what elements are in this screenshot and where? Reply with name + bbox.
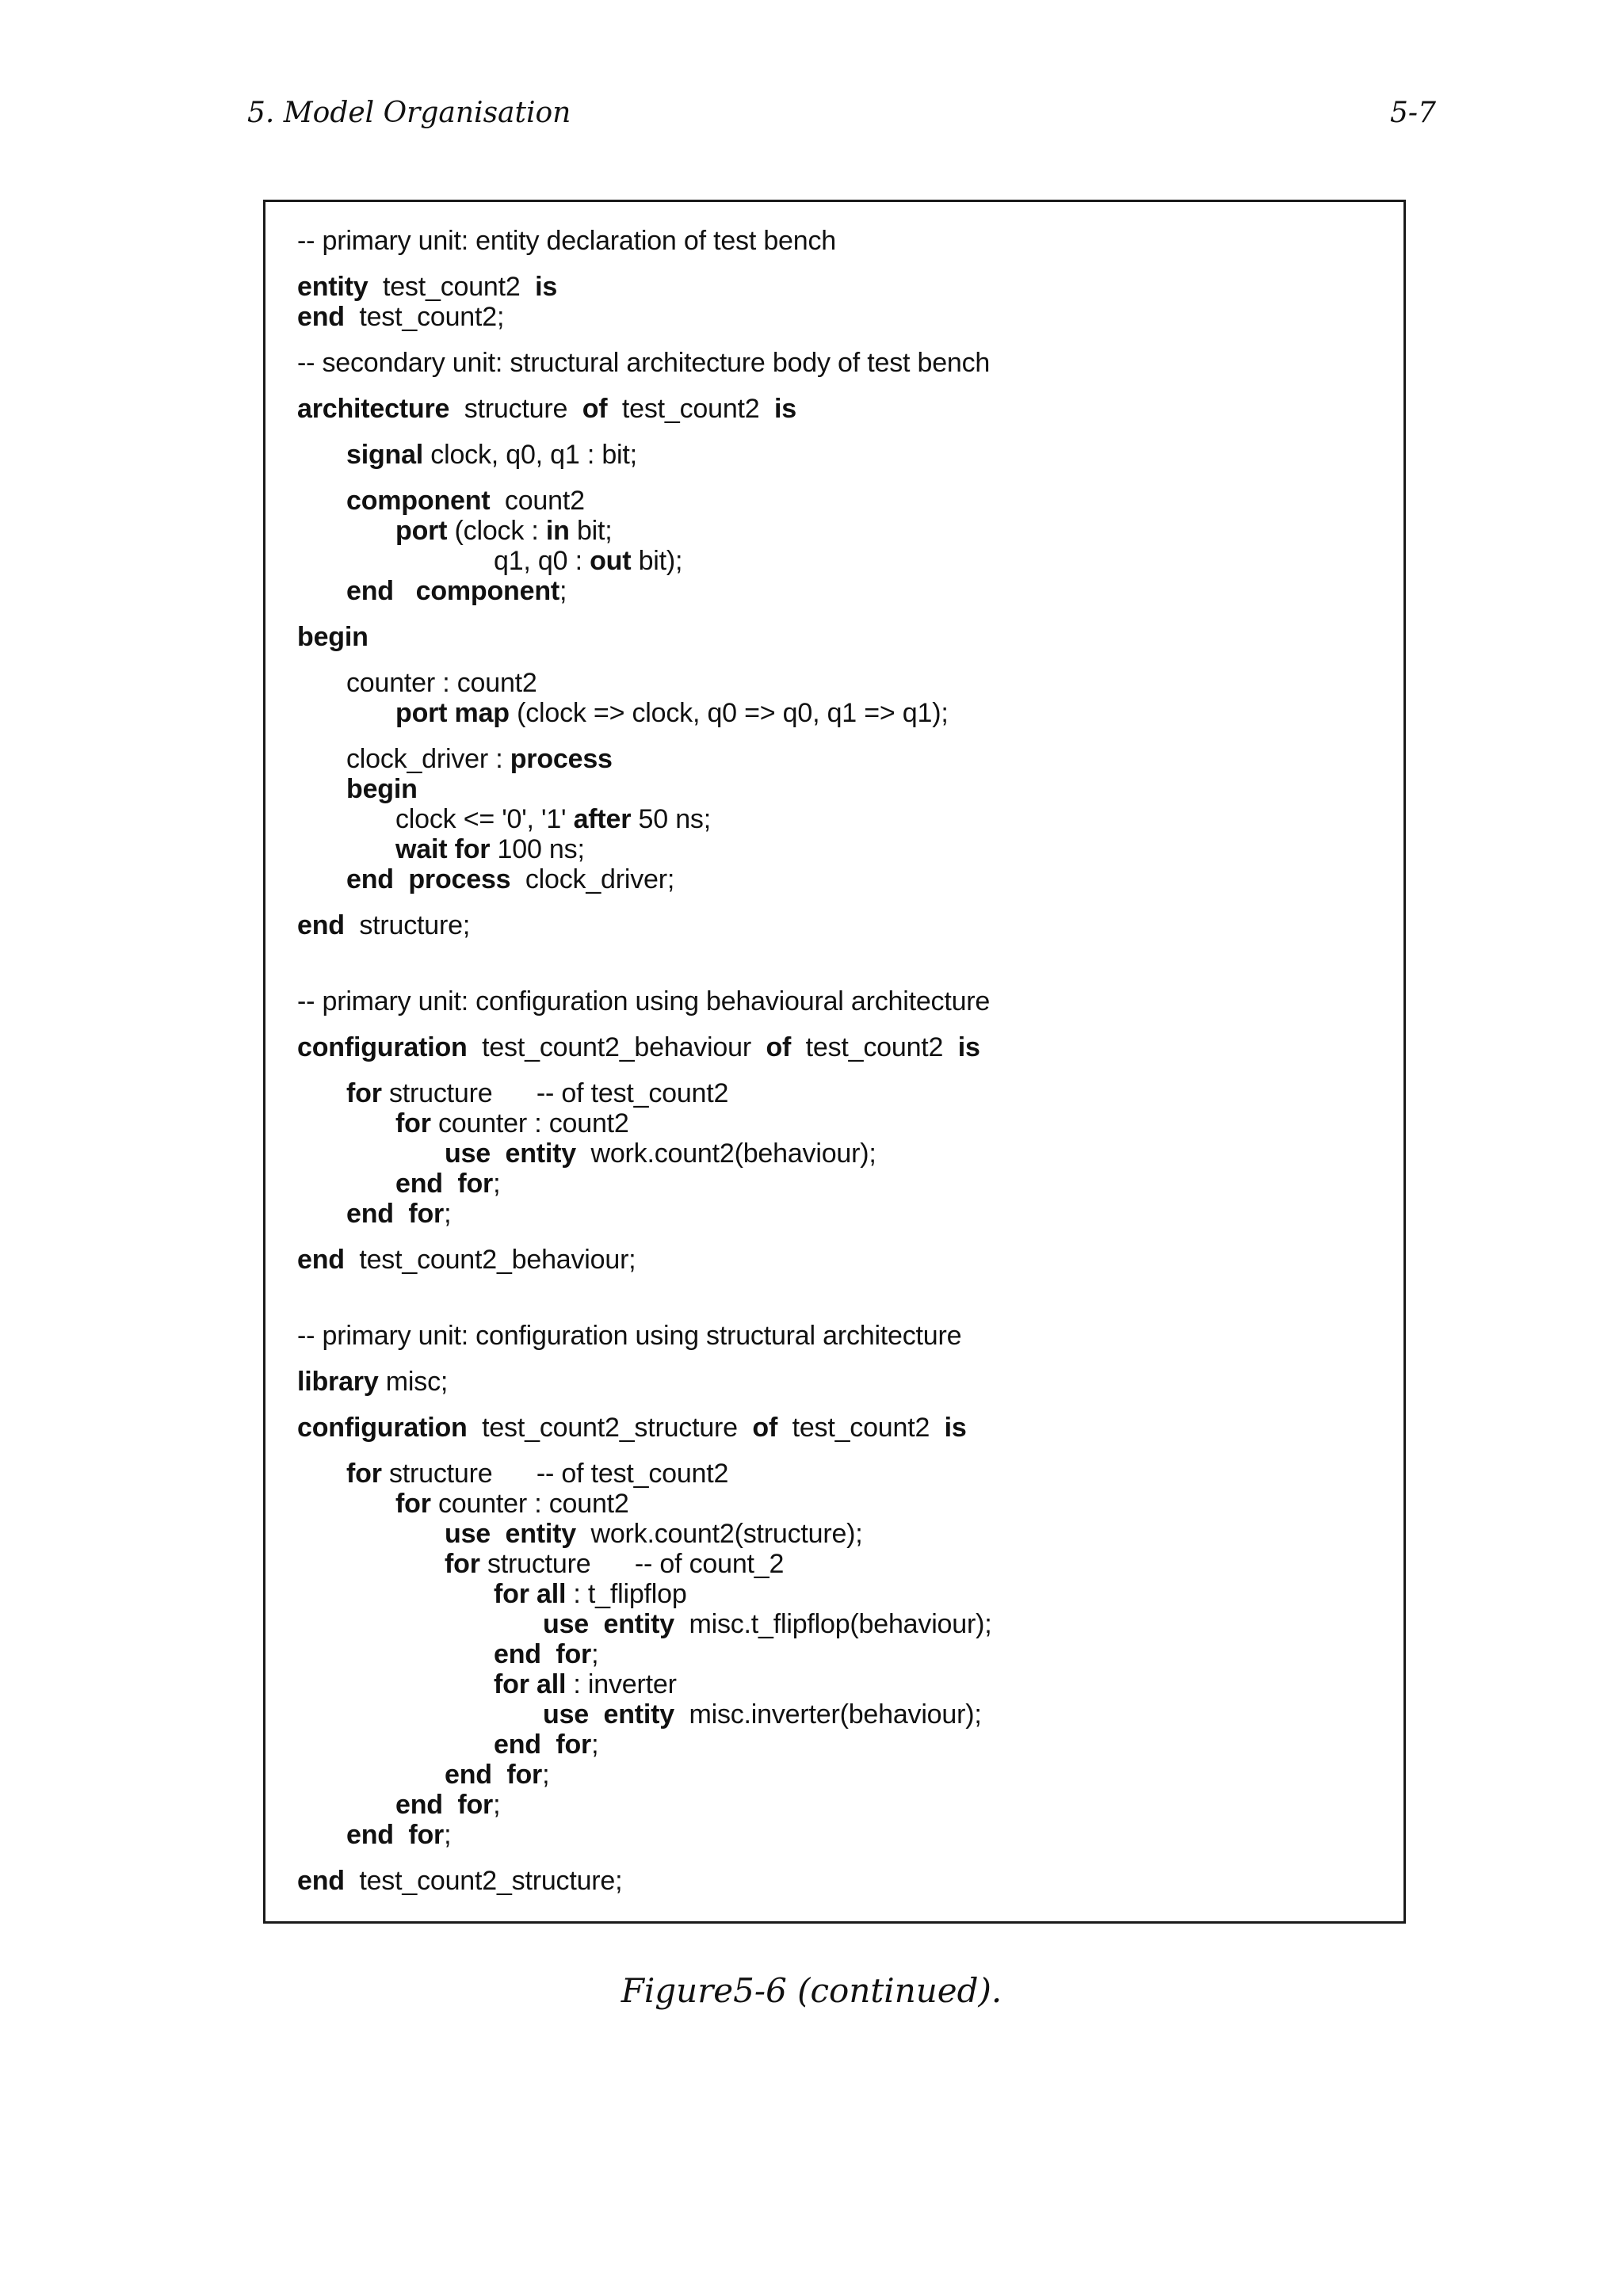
code-line: component count2 [346, 486, 585, 516]
chapter-title: 5. Model Organisation [247, 97, 571, 129]
code-listing [297, 226, 1388, 1896]
code-line: clock_driver : process [346, 744, 613, 774]
running-header [247, 97, 1436, 136]
code-line: end for; [494, 1639, 599, 1669]
code-line: end test_count2; [297, 302, 505, 332]
code-line: for structure -- of test_count2 [346, 1459, 729, 1489]
code-line: for counter : count2 [395, 1489, 629, 1519]
figure-caption: Figure5-6 (continued). [621, 1971, 1002, 2010]
code-line: port map (clock => clock, q0 => q0, q1 => q1); [395, 698, 949, 728]
code-line: begin [346, 774, 418, 804]
code-line: q1, q0 : out bit); [494, 546, 683, 576]
code-line: end for; [395, 1169, 501, 1199]
code-line: library misc; [297, 1367, 449, 1397]
code-line: configuration test_count2_structure of test_count2 is [297, 1413, 967, 1443]
code-line: end test_count2_behaviour; [297, 1245, 636, 1275]
code-line: -- primary unit: entity declaration of test bench [297, 226, 836, 256]
code-line: for all : t_flipflop [494, 1579, 687, 1609]
code-line: signal clock, q0, q1 : bit; [346, 440, 637, 470]
code-line: -- secondary unit: structural architecture body of test bench [297, 348, 991, 378]
code-line: end for; [346, 1199, 452, 1229]
code-line: for structure -- of count_2 [445, 1549, 785, 1579]
code-line: for structure -- of test_count2 [346, 1078, 729, 1108]
code-line: entity test_count2 is [297, 272, 558, 302]
code-line: end test_count2_structure; [297, 1866, 623, 1896]
code-line: begin [297, 622, 369, 652]
code-line: end for; [395, 1790, 501, 1820]
code-line: -- primary unit: configuration using structural architecture [297, 1321, 962, 1351]
page-number: 5-7 [1390, 97, 1436, 129]
code-line: port (clock : in bit; [395, 516, 613, 546]
code-line: end for; [346, 1820, 452, 1850]
code-line: for counter : count2 [395, 1108, 629, 1138]
code-listing-box [263, 200, 1406, 1924]
code-line: counter : count2 [346, 668, 537, 698]
code-line: -- primary unit: configuration using behavioural architecture [297, 986, 991, 1016]
code-line: end component; [346, 576, 567, 606]
code-line: end process clock_driver; [346, 864, 675, 894]
code-line: configuration test_count2_behaviour of test_count2 is [297, 1032, 980, 1062]
code-line: clock <= '0', '1' after 50 ns; [395, 804, 711, 834]
code-line: for all : inverter [494, 1669, 677, 1699]
code-line: end for; [494, 1730, 599, 1760]
code-line: end for; [445, 1760, 550, 1790]
code-line: wait for 100 ns; [395, 834, 585, 864]
code-line: use entity work.count2(structure); [445, 1519, 863, 1549]
code-line: use entity misc.inverter(behaviour); [543, 1699, 982, 1730]
code-line: use entity work.count2(behaviour); [445, 1138, 876, 1169]
code-line: use entity misc.t_flipflop(behaviour); [543, 1609, 992, 1639]
code-line: end structure; [297, 910, 471, 940]
code-line: architecture structure of test_count2 is [297, 394, 796, 424]
